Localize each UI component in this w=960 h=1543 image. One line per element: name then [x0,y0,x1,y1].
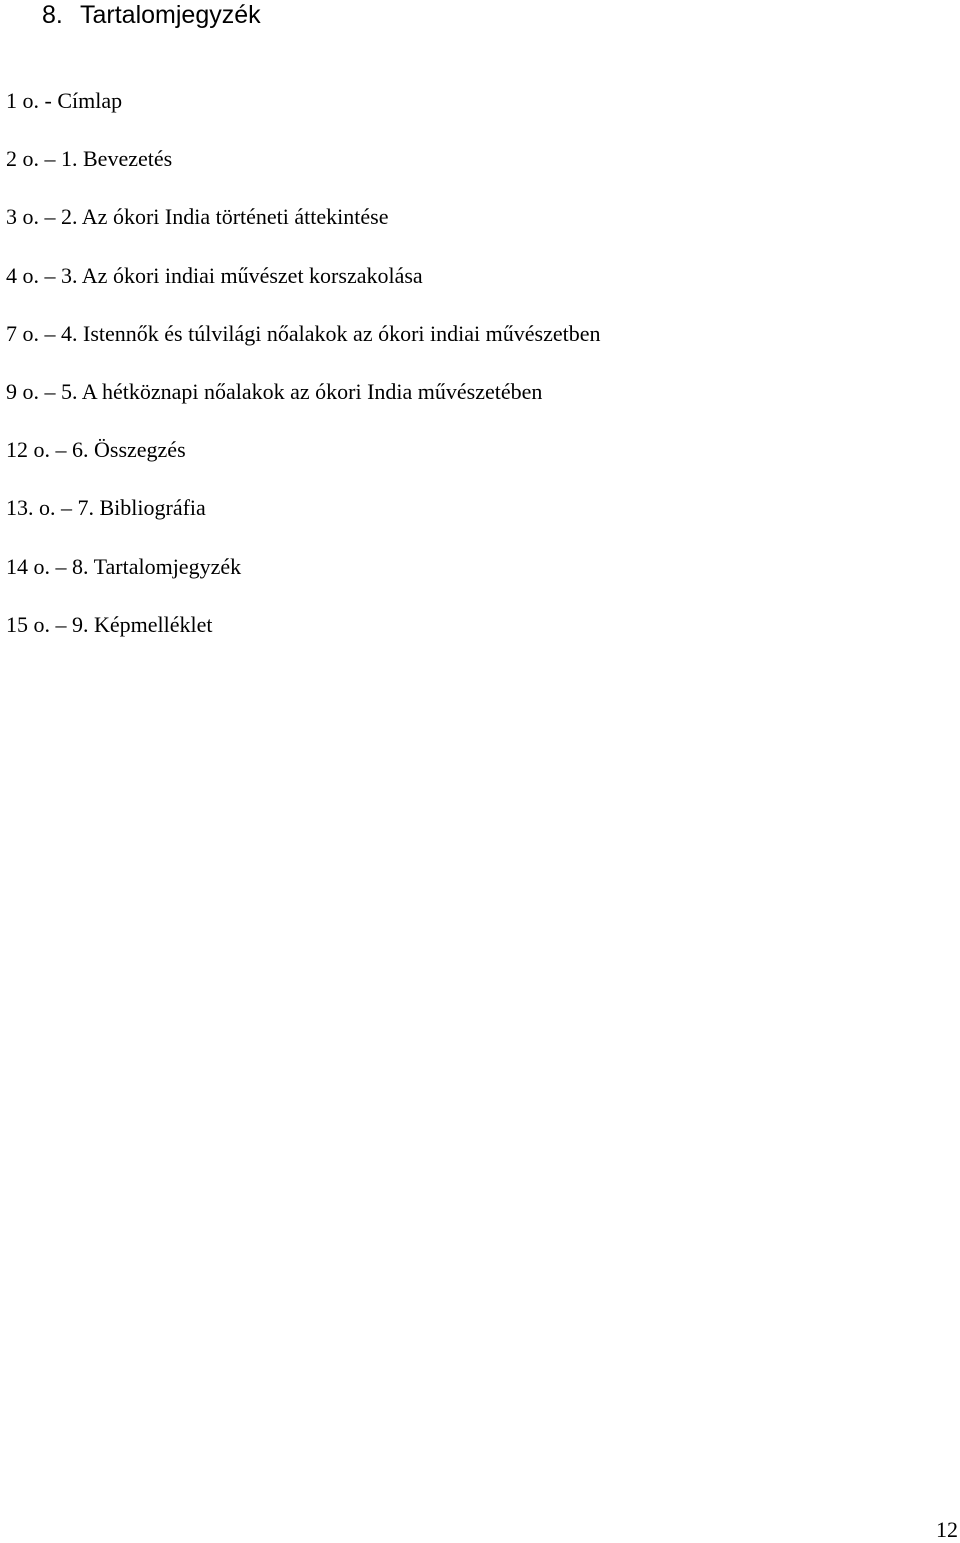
toc-entry: 15 o. – 9. Képmelléklet [6,611,213,637]
toc-entry: 14 o. – 8. Tartalomjegyzék [6,553,242,579]
page-number: 12 [936,1517,958,1542]
toc-entry: 9 o. – 5. A hétköznapi nőalakok az ókori India művészetében [6,378,543,404]
toc-entry: 12 o. – 6. Összegzés [6,437,186,463]
section-number: 8. [42,1,63,29]
section-title: Tartalomjegyzék [80,1,261,29]
toc-entry: 3 o. – 2. Az ókori India történeti áttekintése [6,204,389,230]
toc-entry: 7 o. – 4. Istennők és túlvilági nőalakok az ókori indiai művészetben [6,320,601,346]
toc-entry: 13. o. – 7. Bibliográfia [6,495,206,521]
toc-entry: 1 o. - Címlap [6,88,123,113]
toc-entry: 2 o. – 1. Bevezetés [6,146,173,172]
section-heading [42,0,261,30]
toc-entry: 4 o. – 3. Az ókori indiai művészet korszakolása [6,262,423,288]
table-of-contents [6,86,600,668]
